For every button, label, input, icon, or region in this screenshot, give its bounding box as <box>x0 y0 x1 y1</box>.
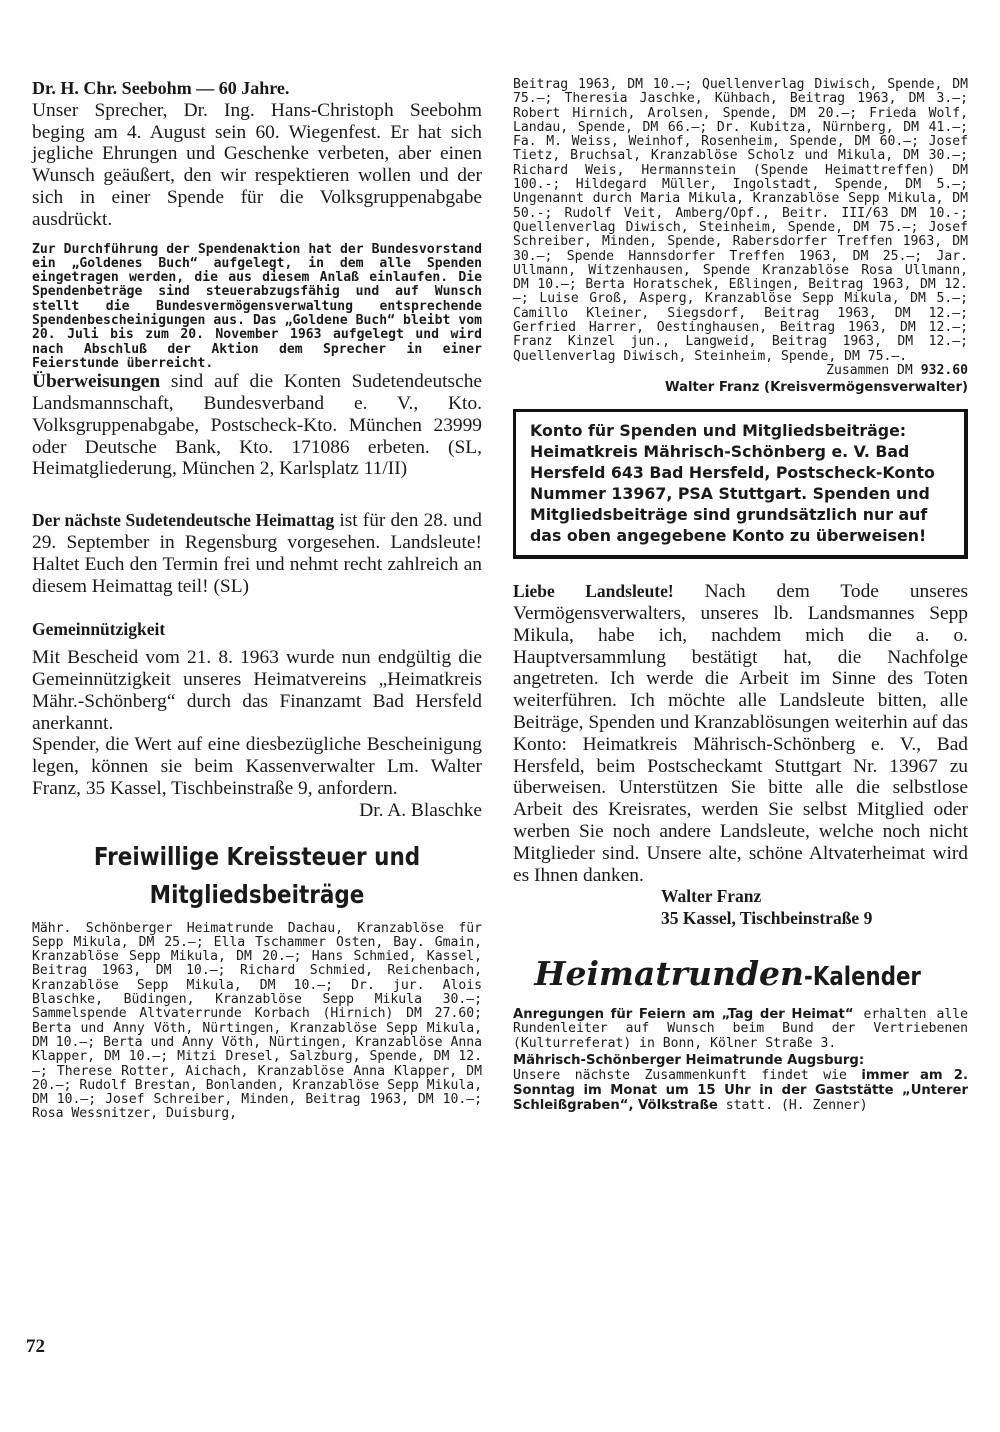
anregungen-body: erhalten alle Rundenleiter auf Wunsch beim Bund der Vertriebenen (Kulturreferat) in Bonn, Kölner Straße 3. <box>513 1006 968 1051</box>
ueberweisungen-lead: Überweisungen <box>32 371 161 393</box>
account-notice-box <box>513 409 968 559</box>
anregungen-lead: Anregungen für Feiern am „Tag der Heimat“ <box>513 1006 854 1022</box>
letter-body: Nach dem Tode unseres Vermögensverwalters, unseres lb. Landsmannes Sepp Mikula, habe ich, nachdem mich die a. o. Hauptversammlung bestätigt hat, die Nachfolge angetreten. Ich werde die Arbeit im Sinne des Toten weiterführen. Ich möchte alle Landsleute bitten, alle Beiträge, Spenden und Kranzablösungen weiterhin auf das Konto: Heimatkreis Mährisch-Schönberg e. V., Bad Hersfeld, beim Postscheckamt Stuttgart Nr. 13967 zu überweisen. Unterstützen Sie bitte alle die selbstlose Arbeit des Kreisrates, werden Sie selbst Mitglied oder werben Sie noch andere Landsleute, welche noch nicht Mitglieder sind. Unsere alte, schöne Altvaterheimat wird es Ihnen danken. <box>513 581 968 886</box>
ueberweisungen-paragraph <box>32 371 482 480</box>
augsburg-title: Mährisch-Schönberger Heimatrunde Augsburg: <box>513 1052 865 1068</box>
letter-signature-address: 35 Kassel, Tischbeinstraße 9 <box>661 908 873 929</box>
spenden-list: Mähr. Schönberger Heimatrunde Dachau, Kranzablöse für Sepp Mikula, DM 25.—; Ella Tschammer Osten, Bay. Gmain, Kranzablöse Sepp Mikula, DM 20.—; Hans Schmied, Kassel, Beitrag 1963, DM 10.—; Richard Schmied, Reichenbach, Kranzablöse Sepp Mikula, DM 10.—; Dr. jur. Alois Blaschke, Büdingen, Kranzablöse Sepp Mikula 30.—; Sammelspende Altvaterrunde Korbach (Hirnich) DM 27.60; Berta und Anny Vöth, Nürtingen, Kranzablöse Sepp Mikula, DM 10.—; Berta und Anny Vöth, Nürtingen, Kranzablöse Anna Klapper, DM 10.—; Mitzi Dresel, Salzburg, Spende, DM 12.—; Therese Rotter, Aichach, Kranzablöse Anna Klapper, DM 20.—; Rudolf Brestan, Bonlanden, Kranzablöse Sepp Mikula, DM 10.—; Josef Schreiber, Minden, Beitrag 1963, DM 10.—; Rosa Wessnitzer, Duisburg, <box>32 920 482 1122</box>
gemeinnuetzigkeit-body-2: Spender, die Wert auf eine diesbezügliche Bescheinigung legen, können sie beim Kassenverwalter Lm. Walter Franz, 35 Kassel, Tischbeinstraße 9, anfordern. <box>32 734 482 799</box>
treasurer-signature: Walter Franz (Kreisvermögensverwalter) <box>664 380 968 396</box>
augsburg-bold: immer am 2. Sonntag im Monat um 15 Uhr in der Gaststätte „Unterer Schleißgraben“, Völkstraße <box>513 1067 968 1114</box>
right-column <box>513 78 968 1114</box>
spendenaktion-body: Zur Durchführung der Spendenaktion hat der Bundesvorstand ein „Goldenes Buch“ aufgelegt, in dem alle Spenden eingetragen werden, die aus diesem Anlaß einlaufen. Die Spendenbeträge sind steuerabzugsfähig und auf Wunsch stellt die Bundesvermögensverwaltung entsprechende Spendenbescheinigungen aus. Das „Goldene Buch“ bleibt vom 20. Juli bis zum 20. November 1963 aufgelegt und wird nach Abschluß der Aktion dem Sprecher in einer Feierstunde überreicht. <box>32 241 482 371</box>
kreissteuer-title-line-2: Mitgliedsbeiträge <box>149 879 365 909</box>
spenden-total <box>513 364 968 378</box>
spenden-list-continued: Beitrag 1963, DM 10.—; Quellenverlag Diwisch, Spende, DM 75.—; Theresia Jaschke, Kühbach, Beitrag 1963, DM 3.—; Robert Hirnich, Arolsen, Spende, DM 20.—; Frieda Wolf, Landau, Spende, DM 66.—; Dr. Kubitza, Nürnberg, DM 41.—; Fa. M. Weiss, Weinhof, Rosenheim, Spende, DM 60.—; Josef Tietz, Bruchsal, Kranzablöse Scholz und Mikula, DM 30.—; Richard Weis, Hermannstein (Spende Heimattreffen) DM 100.-; Hildegard Müller, Ingolstadt, Spende, DM 5.—; Ungenannt durch Maria Mikula, Kranzablöse Sepp Mikula, DM 50.-; Rudolf Veit, Amberg/Opf., Beitr. III/63 DM 10.-; Quellenverlag Diwisch, Steinheim, Spende, DM 75.—; Josef Schreiber, Minden, Spende, Rabersdorfer Treffen 1963, DM 30.—; Spende Hannsdorfer Treffen 1963, DM 25.—; Jar. Ullmann, Witzenhausen, Spende Kranzablöse Rosa Ullmann, DM 10.—; Berta Horatschek, Eßlingen, Beitrag 1963, DM 12.—; Luise Groß, Asperg, Kranzablöse Sepp Mikula, DM 5.—; Camillo Kleiner, Siegsdorf, Beitrag 1963, DM 12.—; Gerfried Harrer, Oestinghausen, Beitrag 1963, DM 12.—; Franz Kinzel jun., Langweid, Beitrag 1963, DM 12.—; Quellenverlag Diwisch, Steinheim, Spende, DM 75.—. <box>513 77 968 364</box>
gemeinnuetzigkeit-signature: Dr. A. Blaschke <box>359 799 482 821</box>
augsburg-body-1: Unsere nächste Zusammenkunft findet wie <box>513 1067 862 1083</box>
account-notice-text: Konto für Spenden und Mitgliedsbeiträge: Heimatkreis Mährisch-Schönberg e. V. Bad Hersfeld 643 Bad Hersfeld, Postscheck-Konto Nummer 13967, PSA Stuttgart. Spenden und Mitgliedsbeiträge sind grundsätzlich nur auf das oben angegebene Konto zu überweisen! <box>530 421 935 546</box>
heimattag-lead: Der nächste Sudetendeutsche Heimattag <box>32 510 335 531</box>
gemeinnuetzigkeit-title: Gemeinnützigkeit <box>32 619 166 640</box>
spenden-total-value: 932.60 <box>920 362 968 378</box>
left-column <box>32 78 482 1122</box>
seebohm-body: Unser Sprecher, Dr. Ing. Hans-Christoph Seebohm beging am 4. August sein 60. Wiegenfest. Er hat sich jegliche Ehrungen und Geschenke verbeten, aber einen Wunsch geäußert, den wir respektieren wollen und der sich in einer Spende für die Volksgruppenabgabe ausdrückt. <box>32 99 482 230</box>
kalender-headline <box>513 954 968 993</box>
augsburg-paragraph <box>513 1068 968 1114</box>
kalender-title-rest: -Kalender <box>804 961 921 992</box>
letter-paragraph <box>513 581 968 886</box>
augsburg-body-2: statt. (H. Zenner) <box>717 1098 868 1114</box>
ueberweisungen-body: sind auf die Konten Sudetendeutsche Landsmannschaft, Bundesverband e. V., Kto. Volksgruppenabgabe, Postscheck-Kto. München 23999 oder Deutsche Bank, Kto. 171086 erbeten. (SL, Heimatgliederung, München 2, Karlsplatz 11/II) <box>32 371 482 480</box>
page-number: 72 <box>26 1336 45 1357</box>
heimattag-paragraph <box>32 510 482 597</box>
heimattag-body: ist für den 28. und 29. September in Regensburg vorgesehen. Landsleute! Haltet Euch den Termin frei und nehmt recht zahlreich an diesem Heimattag teil! (SL) <box>32 510 482 597</box>
spenden-total-label: Zusammen DM <box>826 362 921 378</box>
seebohm-title: Dr. H. Chr. Seebohm — 60 Jahre. <box>32 78 290 98</box>
kalender-script-title: Heimatrunden <box>534 953 805 993</box>
kreissteuer-headline <box>32 838 482 914</box>
letter-lead: Liebe Landsleute! <box>513 581 674 602</box>
anregungen-paragraph <box>513 1007 968 1051</box>
kreissteuer-title-line-1: Freiwillige Kreissteuer und <box>93 841 421 871</box>
letter-signature-name: Walter Franz <box>661 886 762 907</box>
gemeinnuetzigkeit-body-1: Mit Bescheid vom 21. 8. 1963 wurde nun endgültig die Gemeinnützigkeit unseres Heimatvereins „Heimatkreis Mähr.-Schönberg“ durch das Finanzamt Bad Hersfeld anerkannt. <box>32 647 482 734</box>
